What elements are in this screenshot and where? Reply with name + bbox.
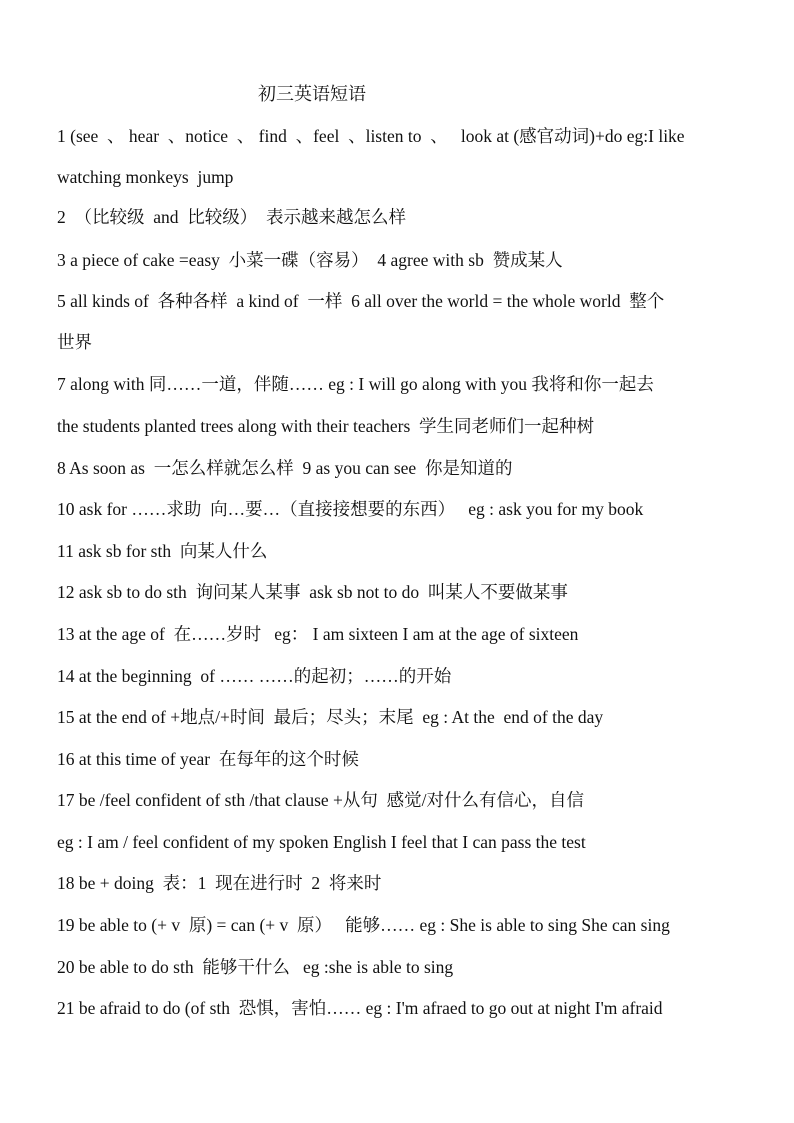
text-line: 7 along with 同……一道，伴随…… eg : I will go along with you 我将和你一起去 bbox=[57, 374, 654, 394]
text-line: 18 be + doing 表：1 现在进行时 2 将来时 bbox=[57, 873, 382, 893]
text-line: 5 all kinds of 各种各样 a kind of 一样 6 all over the world = the whole world 整个 bbox=[57, 291, 665, 311]
text-line: 13 at the age of 在……岁时 eg： I am sixteen I am at the age of sixteen bbox=[57, 624, 579, 644]
text-line: eg : I am / feel confident of my spoken English I feel that I can pass the test bbox=[57, 832, 586, 852]
text-line: 14 at the beginning of …… ……的起初；……的开始 bbox=[57, 666, 452, 686]
text-line: 世界 bbox=[57, 332, 92, 352]
text-line: 19 be able to (+ v 原) = can (+ v 原） 能够…… eg : She is able to sing She can sing bbox=[57, 915, 670, 935]
text-line: 1 (see 、 hear 、notice 、 find 、feel 、listen to 、 look at (感官动词)+do eg:I like bbox=[57, 126, 685, 146]
text-line: 16 at this time of year 在每年的这个时候 bbox=[57, 749, 359, 769]
text-line: 17 be /feel confident of sth /that clause +从句 感觉/对什么有信心，自信 bbox=[57, 790, 584, 810]
text-line: 8 As soon as 一怎么样就怎么样 9 as you can see 你是知道的 bbox=[57, 458, 513, 478]
text-line: 10 ask for ……求助 向…要…（直接接想要的东西） eg : ask you for my book bbox=[57, 499, 644, 519]
text-line: 21 be afraid to do (of sth 恐惧，害怕…… eg : I'm afraed to go out at night I'm afraid bbox=[57, 998, 663, 1018]
text-line: 11 ask sb for sth 向某人什么 bbox=[57, 541, 268, 561]
text-line: 2 （比较级 and 比较级） 表示越来越怎么样 bbox=[57, 207, 407, 227]
document-title: 初三英语短语 bbox=[258, 84, 366, 104]
text-line: 20 be able to do sth 能够干什么 eg :she is able to sing bbox=[57, 957, 454, 977]
text-line: 3 a piece of cake =easy 小菜一碟（容易） 4 agree with sb 赞成某人 bbox=[57, 250, 563, 270]
text-line: watching monkeys jump bbox=[57, 167, 234, 187]
text-line: the students planted trees along with their teachers 学生同老师们一起种树 bbox=[57, 416, 595, 436]
text-line: 12 ask sb to do sth 询问某人某事 ask sb not to do 叫某人不要做某事 bbox=[57, 582, 568, 602]
text-line: 15 at the end of +地点/+时间 最后；尽头；末尾 eg : At the end of the day bbox=[57, 707, 604, 727]
